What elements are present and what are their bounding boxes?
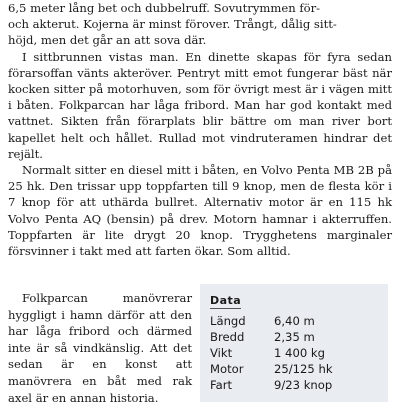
top-line-3: höjd, men det går an att sova där. <box>8 33 207 48</box>
data-label: Vikt <box>210 346 233 360</box>
data-value: 6,40 m <box>274 314 315 328</box>
paragraph-engine: Normalt sitter en diesel mitt i båten, en Volvo Penta MB 2B på 25 hk. Den trissar upp toppfarten till 9 knop, men de flesta kör i 7 knop för att uthärda bullret. Alternativ motor är en 115 hk Volvo Penta AQ (bensin) på drev. Motorn hamnar i akterruffen. Toppfarten är lite drygt 20 knop. Trygghetens marginaler försvinner i takt med att farten ökar. Som alltid. <box>8 163 392 259</box>
data-value: 1 400 kg <box>274 346 325 360</box>
data-label: Bredd <box>210 330 245 344</box>
article-lower-column <box>8 290 192 406</box>
data-label: Fart <box>210 378 233 392</box>
top-line-1: 6,5 meter lång bet och dubbelruff. Sovutrymmen för- <box>8 1 321 15</box>
data-label: Motor <box>210 362 244 376</box>
data-value: 9/23 knop <box>274 378 333 392</box>
paragraph-handling: Folkparcan manövrerar hyggligt i hamn därför att den har låga fribord och därmed inte är så vindkänslig. Att det sedan är en konst att manövrera en båt med rak axel är en annan historia. <box>8 291 192 405</box>
paragraph-cockpit: I sittbrunnen vistas man. En dinette skapas för fyra sedan förarsoffan vänts akteröver. Pentryt mitt emot fungerar bäst när kocken sitter på motorhuven, som för övrigt mest är i vägen mitt i båten. Folkparcan har låga fribord. Man har god kontakt med vattnet. Sikten från förarplats blir bättre om man river bort kapellet helt och hållet. Rullad mot vindruteramen hindrar det rejält. <box>8 49 392 161</box>
data-box <box>200 284 388 402</box>
data-value: 25/125 hk <box>274 362 333 376</box>
data-value: 2,35 m <box>274 330 315 344</box>
top-line-2: och akterut. Kojerna är minst förover. Trångt, dålig sitt- <box>8 17 337 32</box>
article-column <box>8 0 392 259</box>
data-box-title: Data <box>210 294 242 307</box>
data-label: Längd <box>210 314 246 328</box>
